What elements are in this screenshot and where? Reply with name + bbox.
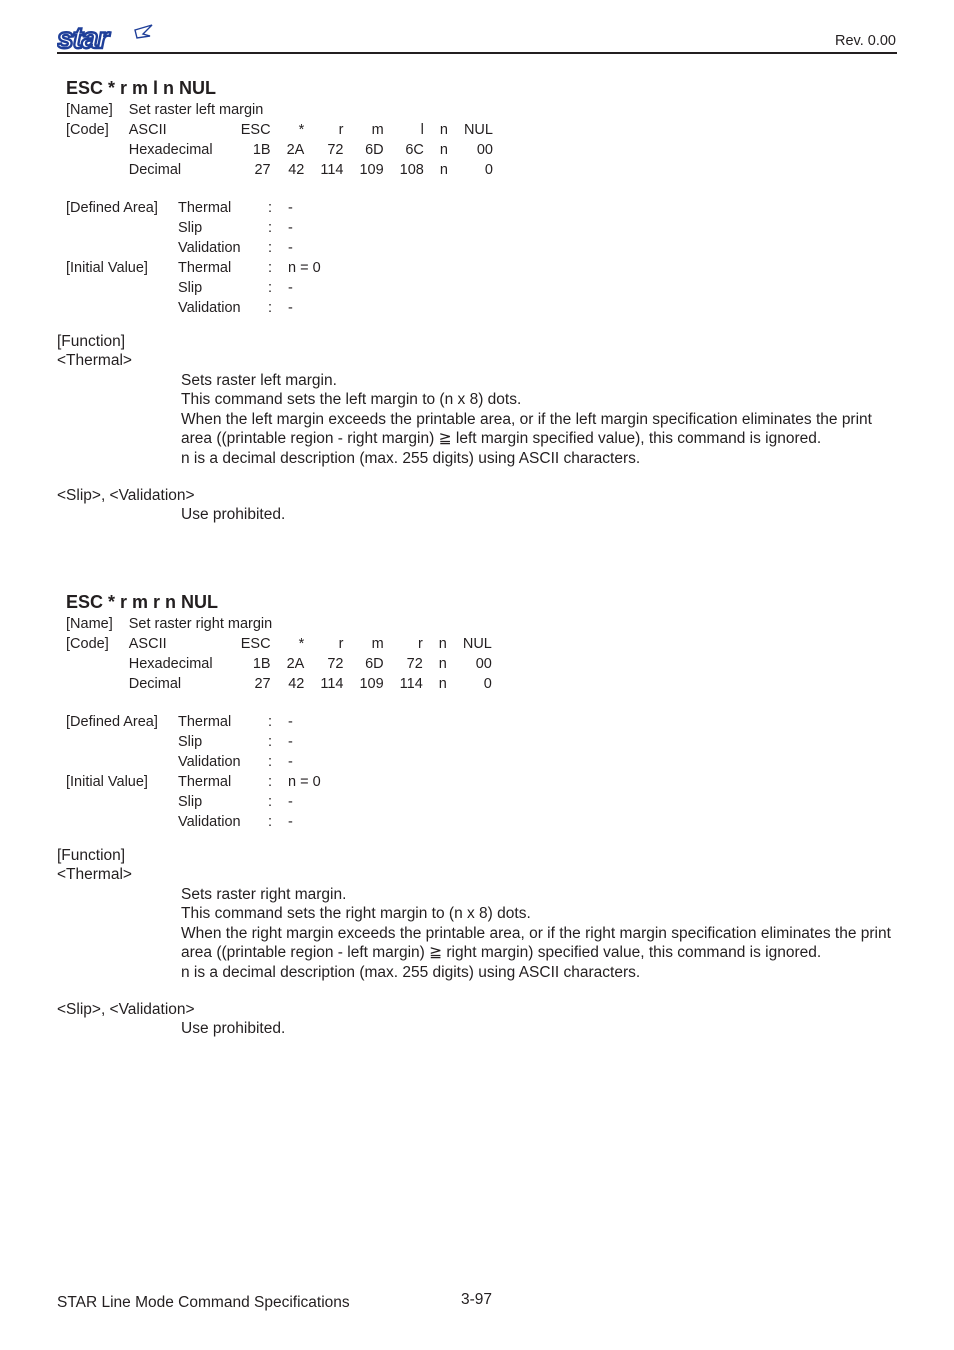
area-value: - bbox=[288, 714, 293, 730]
area-colon: : bbox=[268, 714, 273, 730]
code-byte: ESC bbox=[240, 636, 271, 652]
area-table bbox=[58, 712, 329, 832]
code-type: Hexadecimal bbox=[128, 656, 213, 672]
initial-value-row bbox=[58, 812, 329, 832]
code-byte: l bbox=[420, 122, 424, 138]
area-type: Thermal bbox=[178, 774, 232, 790]
code-row-hex bbox=[58, 654, 500, 674]
code-row-ascii bbox=[58, 634, 500, 654]
area-type: Validation bbox=[178, 300, 241, 316]
code-byte: n bbox=[439, 122, 448, 138]
star-logo bbox=[57, 24, 153, 52]
initial-value-row bbox=[58, 792, 329, 812]
header-rule bbox=[57, 52, 897, 54]
code-byte: r bbox=[338, 122, 344, 138]
area-value: n = 0 bbox=[288, 774, 321, 790]
code-row-ascii bbox=[58, 120, 501, 140]
defined-area-row bbox=[58, 732, 329, 752]
code-byte: 2A bbox=[286, 142, 305, 158]
thermal-label: <Thermal> bbox=[57, 866, 132, 883]
code-byte: 27 bbox=[254, 676, 271, 692]
code-byte: 0 bbox=[484, 162, 493, 178]
defined-area-row bbox=[58, 198, 329, 218]
area-colon: : bbox=[268, 200, 273, 216]
code-byte: n bbox=[438, 656, 447, 672]
code-row-decimal bbox=[58, 160, 501, 180]
defined-area-row bbox=[58, 218, 329, 238]
initial-value-row bbox=[58, 298, 329, 318]
command-title: ESC * r m l n NUL bbox=[66, 78, 217, 98]
slip-validation-text: Use prohibited. bbox=[181, 1020, 286, 1037]
code-byte: n bbox=[438, 676, 447, 692]
code-byte: 72 bbox=[327, 142, 344, 158]
code-label: [Code] bbox=[66, 122, 109, 138]
code-byte: m bbox=[371, 636, 384, 652]
area-colon: : bbox=[268, 774, 273, 790]
code-label: [Code] bbox=[66, 636, 109, 652]
code-byte: r bbox=[417, 636, 423, 652]
name-label: [Name] bbox=[66, 616, 113, 632]
description-line: This command sets the left margin to (n x 8) dots. bbox=[181, 391, 522, 409]
area-type: Validation bbox=[178, 814, 241, 830]
code-byte: ESC bbox=[240, 122, 271, 138]
code-byte: m bbox=[371, 122, 384, 138]
area-type: Thermal bbox=[178, 200, 232, 216]
code-type: ASCII bbox=[128, 122, 167, 138]
name-row bbox=[58, 614, 500, 634]
code-type: Hexadecimal bbox=[128, 142, 213, 158]
function-label: [Function] bbox=[57, 333, 126, 350]
revision-label: Rev. 0.00 bbox=[835, 33, 896, 49]
area-colon: : bbox=[268, 280, 273, 296]
description-line: This command sets the right margin to (n x 8) dots. bbox=[181, 905, 531, 923]
code-byte: 00 bbox=[475, 656, 492, 672]
area-type: Validation bbox=[178, 240, 241, 256]
code-byte: 6D bbox=[365, 656, 384, 672]
code-byte: 1B bbox=[252, 142, 271, 158]
thermal-description bbox=[181, 885, 901, 982]
thermal-label: <Thermal> bbox=[57, 352, 132, 369]
slip-validation-label: <Slip>, <Validation> bbox=[57, 1001, 195, 1018]
initial-value-label: [Initial Value] bbox=[66, 774, 148, 790]
area-value: - bbox=[288, 280, 293, 296]
area-value: - bbox=[288, 200, 293, 216]
page-number: 3-97 bbox=[461, 1291, 493, 1308]
svg-text:star: star bbox=[57, 24, 109, 52]
command-title: ESC * r m r n NUL bbox=[66, 592, 219, 612]
defined-area-row bbox=[58, 712, 329, 732]
footer-title: STAR Line Mode Command Specifications bbox=[57, 1294, 350, 1311]
code-byte: 109 bbox=[359, 162, 384, 178]
code-byte: 108 bbox=[399, 162, 424, 178]
area-type: Slip bbox=[178, 794, 203, 810]
area-colon: : bbox=[268, 260, 273, 276]
code-byte: NUL bbox=[463, 122, 493, 138]
command-name: Set raster right margin bbox=[128, 616, 273, 632]
defined-area-row bbox=[58, 238, 329, 258]
command-code-table bbox=[58, 614, 500, 694]
code-row-hex bbox=[58, 140, 501, 160]
slip-validation-text: Use prohibited. bbox=[181, 506, 286, 523]
code-byte: * bbox=[298, 636, 305, 652]
area-value: - bbox=[288, 220, 293, 236]
code-byte: 42 bbox=[288, 162, 305, 178]
defined-area-label: [Defined Area] bbox=[66, 200, 158, 216]
code-byte: 114 bbox=[320, 676, 344, 692]
area-colon: : bbox=[268, 220, 273, 236]
code-byte: 109 bbox=[359, 676, 384, 692]
area-value: - bbox=[288, 300, 293, 316]
code-byte: 42 bbox=[288, 676, 305, 692]
description-line: Sets raster right margin. bbox=[181, 886, 347, 903]
area-table bbox=[58, 198, 329, 318]
description-line: n is a decimal description (max. 255 digits) using ASCII characters. bbox=[181, 963, 641, 981]
code-byte: n bbox=[439, 162, 448, 178]
code-type: ASCII bbox=[128, 636, 167, 652]
code-byte: * bbox=[298, 122, 305, 138]
area-colon: : bbox=[268, 814, 273, 830]
code-byte: 1B bbox=[252, 656, 271, 672]
slip-validation-label: <Slip>, <Validation> bbox=[57, 487, 195, 504]
area-value: - bbox=[288, 794, 293, 810]
description-line: When the left margin exceeds the printable area, or if the left margin specification eliminates the print area ((printable region - right margin) ≧ left margin specified value), this command is ignored. bbox=[181, 410, 872, 448]
initial-value-row bbox=[58, 772, 329, 792]
code-byte: 72 bbox=[327, 656, 344, 672]
area-value: - bbox=[288, 240, 293, 256]
initial-value-row bbox=[58, 278, 329, 298]
code-byte: 72 bbox=[406, 656, 423, 672]
area-value: n = 0 bbox=[288, 260, 321, 276]
area-colon: : bbox=[268, 734, 273, 750]
defined-area-label: [Defined Area] bbox=[66, 714, 158, 730]
code-byte: 114 bbox=[399, 676, 423, 692]
area-value: - bbox=[288, 734, 293, 750]
code-byte: 6D bbox=[365, 142, 384, 158]
code-type: Decimal bbox=[128, 162, 182, 178]
area-colon: : bbox=[268, 794, 273, 810]
initial-value-row bbox=[58, 258, 329, 278]
area-type: Slip bbox=[178, 280, 203, 296]
description-line: Sets raster left margin. bbox=[181, 372, 337, 389]
code-byte: 6C bbox=[405, 142, 424, 158]
command-section-right-margin bbox=[0, 592, 954, 1052]
area-colon: : bbox=[268, 300, 273, 316]
name-label: [Name] bbox=[66, 102, 113, 118]
code-byte: n bbox=[438, 636, 447, 652]
command-code-table bbox=[58, 100, 501, 180]
code-type: Decimal bbox=[128, 676, 182, 692]
code-byte: r bbox=[338, 636, 344, 652]
defined-area-row bbox=[58, 752, 329, 772]
area-type: Slip bbox=[178, 734, 203, 750]
area-value: - bbox=[288, 754, 293, 770]
name-row bbox=[58, 100, 501, 120]
description-line: When the right margin exceeds the printable area, or if the right margin specification eliminates the print area ((printable region - left margin) ≧ right margin) specified value, this command is ignored. bbox=[181, 924, 891, 962]
function-label: [Function] bbox=[57, 847, 126, 864]
initial-value-label: [Initial Value] bbox=[66, 260, 148, 276]
area-type: Thermal bbox=[178, 260, 232, 276]
area-type: Slip bbox=[178, 220, 203, 236]
code-byte: 114 bbox=[320, 162, 344, 178]
code-byte: 0 bbox=[483, 676, 492, 692]
description-line: n is a decimal description (max. 255 digits) using ASCII characters. bbox=[181, 449, 641, 467]
area-value: - bbox=[288, 814, 293, 830]
area-type: Thermal bbox=[178, 714, 232, 730]
code-byte: 2A bbox=[286, 656, 305, 672]
area-type: Validation bbox=[178, 754, 241, 770]
code-byte: 00 bbox=[476, 142, 493, 158]
area-colon: : bbox=[268, 240, 273, 256]
code-row-decimal bbox=[58, 674, 500, 694]
thermal-description bbox=[181, 371, 901, 468]
code-byte: n bbox=[439, 142, 448, 158]
command-section-left-margin bbox=[0, 78, 954, 538]
code-byte: 27 bbox=[254, 162, 271, 178]
command-name: Set raster left margin bbox=[128, 102, 264, 118]
area-colon: : bbox=[268, 754, 273, 770]
code-byte: NUL bbox=[462, 636, 492, 652]
